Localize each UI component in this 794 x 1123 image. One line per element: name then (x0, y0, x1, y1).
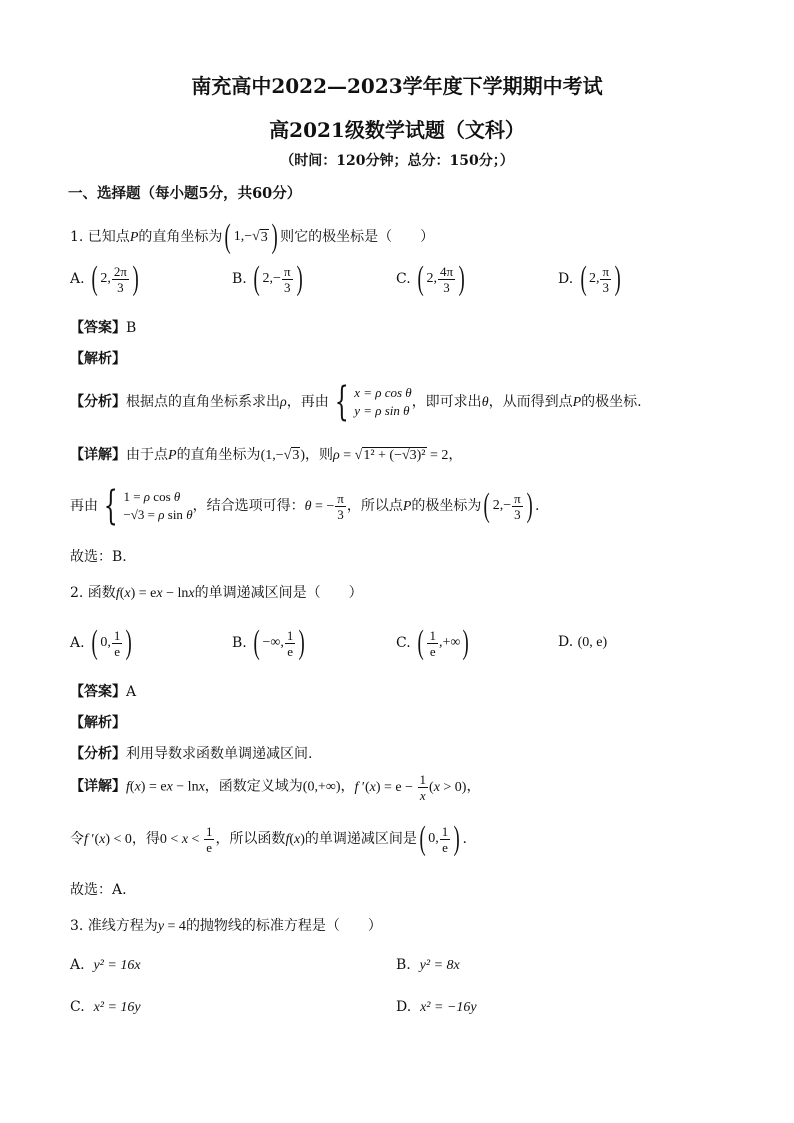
q1-stem: 1. 已知点P的直角坐标为 ( 1,−√ 3 ) 则它的极坐标是（ ） (70, 218, 435, 255)
q2-option-d: D. (0, e) (558, 634, 608, 650)
q1-xiangjie-2: 再由 { 1 = ρ cos θ −√3 = ρ sin θ ，结合选项可得：θ = − $\frac{\pi}{3}$ ，所以点P的极坐标为 ( 2,− $\frac{\pi}{3}$ ) . (70, 483, 540, 529)
q1-fenxi: 【分析】根据点的直角坐标系求出ρ，再由 { x = ρ cos θ y = ρ sin θ ，即可求出θ，从而得到点P的极坐标. (70, 379, 642, 425)
q2-conclusion: 故选：A. (70, 882, 127, 898)
q2-fenxi: 【分析】利用导数求函数单调递减区间. (70, 746, 313, 762)
exam-title: 南充高中2022—2023学年度下学期期中考试 (191, 74, 603, 98)
q3-stem: 3. 准线方程为y = 4的抛物线的标准方程是（ ） (70, 918, 382, 934)
q1-option-b: B. ( 2,− $\frac{\pi}{3}$ ) (232, 260, 303, 297)
q2-analysis-label: 【解析】 (70, 715, 126, 731)
q2-stem: 2. 函数f(x) = ex − lnx的单调递减区间是（ ） (70, 585, 363, 601)
q2-answer: 【答案】A (70, 684, 137, 700)
q2-option-a: A. ( 0, $\frac{1}{e}$ ) (70, 624, 133, 661)
q1-xiangjie-1: 【详解】由于点P的直角坐标为(1,−√3)，则ρ = √1² + (−√3)² = 2， (70, 447, 463, 463)
section-heading: 一、选择题（每小题5分，共60分） (68, 185, 302, 202)
q1-option-c: C. ( 2, $\frac{4\pi}{3}$ ) (396, 260, 465, 297)
q1-answer: 【答案】B (70, 320, 137, 336)
q3-option-a: A. y² = 16x (70, 957, 141, 973)
q1-conclusion: 故选：B. (70, 549, 127, 565)
q2-option-b: B. ( −∞, $\frac{1}{e}$ ) (232, 624, 306, 661)
q3-option-b: B. y² = 8x (396, 957, 460, 973)
q2-xiangjie-1: 【详解】f(x) = ex − lnx，函数定义域为(0,+∞)，f ′(x) = e − $\frac{1}{x}$ (x > 0)， (70, 772, 481, 803)
q2-xiangjie-2: 令f ′(x) < 0，得0 < x < $\frac{1}{e}$ ，所以函数f(x)的单调递减区间是 ( 0, $\frac{1}{e}$ ) . (70, 820, 467, 857)
q1-option-d: D. ( 2, $\frac{\pi}{3}$ ) (558, 260, 621, 297)
q1-analysis-label: 【解析】 (70, 351, 126, 367)
q1-option-a: A. ( 2, $\frac{2\pi}{3}$ ) (70, 260, 139, 297)
q3-option-c: C. x² = 16y (70, 999, 141, 1015)
exam-note: （时间：120分钟；总分：150分；） (280, 153, 514, 169)
q3-option-d: D. x² = −16y (396, 999, 477, 1015)
q2-option-c: C. ( $\frac{1}{e}$ ,+∞ ) (396, 624, 470, 661)
exam-subtitle: 高2021级数学试题（文科） (269, 118, 525, 142)
